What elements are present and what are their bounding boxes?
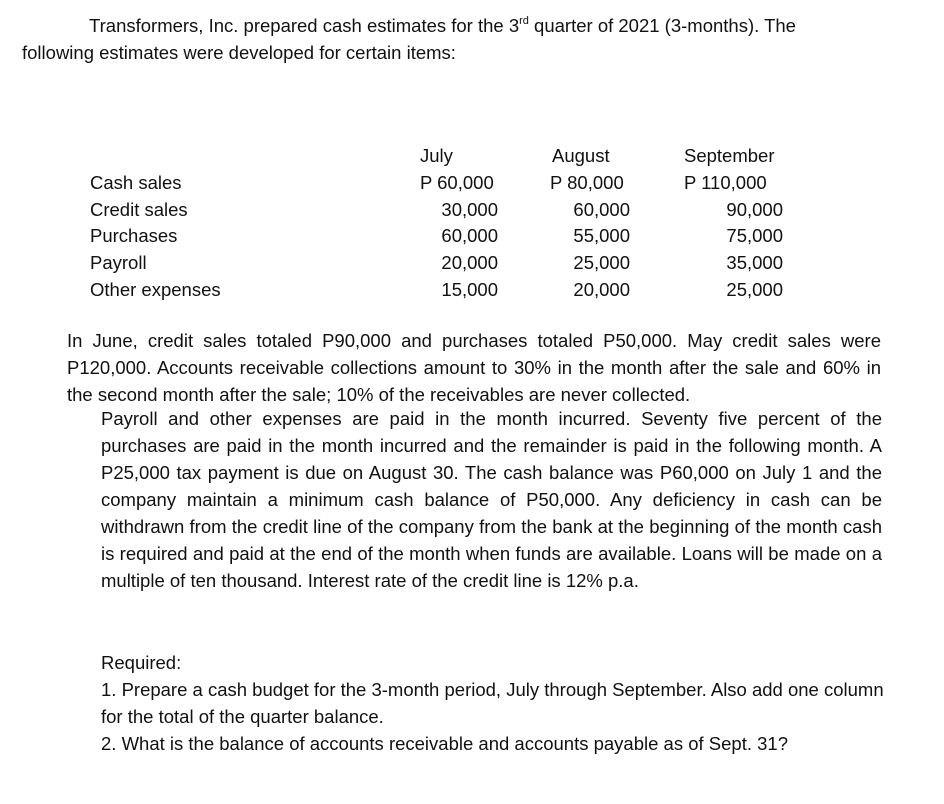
table-row bbox=[90, 196, 790, 223]
row-label: Purchases bbox=[90, 225, 178, 246]
table-cell: 30,000 bbox=[441, 199, 498, 220]
table-cell: 60,000 bbox=[573, 199, 630, 220]
table-cell: 15,000 bbox=[441, 279, 498, 300]
table-cell: 20,000 bbox=[441, 252, 498, 273]
table-cell: 35,000 bbox=[726, 252, 783, 273]
payment-terms-paragraph: Payroll and other expenses are paid in the month incurred. Seventy five percent of the purchases are paid in the month incurred and the remainder is paid in the following month. A P25,000 tax payment is due on August 30. The cash balance was P60,000 on July 1 and the company maintain a minimum cash balance of P50,000. Any deficiency in cash can be withdrawn from the credit line of the company from the bank at the beginning of the month cash is required and paid at the end of the month when funds are available. Loans will be made on a multiple of ten thousand. Interest rate of the credit line is 12% p.a. bbox=[101, 408, 882, 591]
ordinal-suffix: rd bbox=[519, 14, 529, 27]
month-header-august: August bbox=[552, 145, 610, 166]
row-label: Other expenses bbox=[90, 279, 221, 300]
intro-line-1-end: quarter of 2021 (3-months). The bbox=[528, 15, 796, 36]
table-cell: 25,000 bbox=[573, 252, 630, 273]
intro-line-1 bbox=[22, 12, 902, 39]
requirement-item-2: 2. What is the balance of accounts receivable and accounts payable as of Sept. 31? bbox=[101, 733, 788, 754]
requirements-section bbox=[101, 649, 891, 757]
row-label: Payroll bbox=[90, 252, 147, 273]
intro-line-2: following estimates were developed for certain items: bbox=[22, 42, 456, 63]
table-cell: P 60,000 bbox=[420, 172, 494, 193]
requirements-heading: Required: bbox=[101, 652, 182, 673]
table-cell: P 80,000 bbox=[550, 172, 624, 193]
table-cell: 90,000 bbox=[726, 199, 783, 220]
requirement-item-1: 1. Prepare a cash budget for the 3-month period, July through September. Also add one column for the total of the quarter balance. bbox=[101, 679, 884, 727]
row-label: Cash sales bbox=[90, 172, 182, 193]
table-row bbox=[90, 276, 790, 303]
row-label: Credit sales bbox=[90, 199, 188, 220]
june-data-paragraph: In June, credit sales totaled P90,000 and purchases totaled P50,000. May credit sales were P120,000. Accounts receivable collections amount to 30% in the month after the sale and 60% in the second month after the sale; 10% of the receivables are never collected. bbox=[67, 330, 881, 405]
table-cell: 60,000 bbox=[441, 225, 498, 246]
table-cell: 75,000 bbox=[726, 225, 783, 246]
month-header-september: September bbox=[684, 145, 775, 166]
table-row bbox=[90, 249, 790, 276]
intro-line-1-text: Transformers, Inc. prepared cash estimates for the 3 bbox=[89, 15, 520, 36]
month-header-july: July bbox=[420, 145, 453, 166]
table-row bbox=[90, 222, 790, 249]
table-header-row bbox=[90, 142, 790, 169]
table-cell: P 110,000 bbox=[684, 172, 767, 193]
intro-text bbox=[22, 12, 902, 66]
table-cell: 25,000 bbox=[726, 279, 783, 300]
table-cell: 20,000 bbox=[573, 279, 630, 300]
table-row bbox=[90, 169, 790, 196]
table-cell: 55,000 bbox=[573, 225, 630, 246]
